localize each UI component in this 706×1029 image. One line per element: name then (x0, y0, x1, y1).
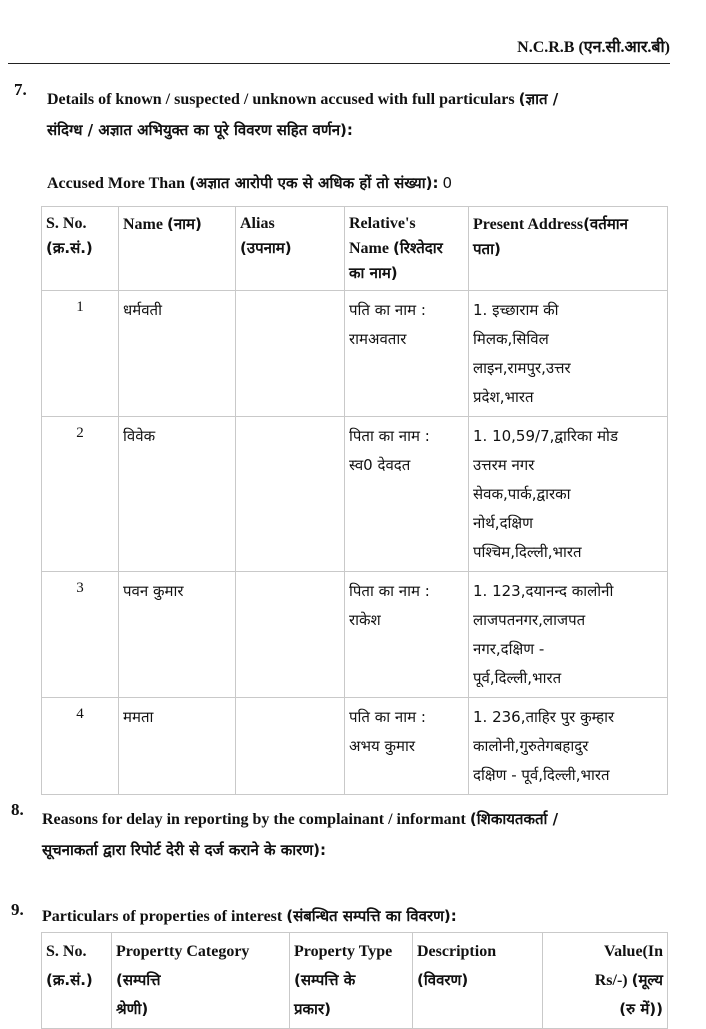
section-8-title (42, 804, 667, 866)
section-8-title-hi-2: सूचनाकर्ता द्वारा रिपोर्ट देरी से दर्ज कराने के कारण): (42, 841, 326, 859)
row-address: 1. 123,दयानन्द कालोनी लाजपतनगर,लाजपत नगर,दक्षिण - पूर्व,दिल्ली,भारत (469, 572, 668, 698)
agency-header: N.C.R.B (एन.सी.आर.बी) (517, 39, 670, 56)
col-property-value: Value(In Rs/-) (मूल्य (रु में)) (543, 933, 668, 1029)
accused-more-label-hi: (अज्ञात आरोपी एक से अधिक हों तो संख्या): (189, 174, 439, 192)
section-8-title-en: Reasons for delay in reporting by the complainant / informant (42, 811, 470, 828)
accused-table (41, 206, 668, 795)
row-name: धर्मवती (119, 291, 236, 417)
property-table (41, 932, 668, 1029)
col-property-description: Description (विवरण) (413, 933, 543, 1029)
row-name: पवन कुमार (119, 572, 236, 698)
section-9-number: 9. (11, 900, 24, 919)
section-8-number: 8. (11, 800, 24, 819)
col-sno: S. No. (क्र.सं.) (42, 207, 119, 291)
row-name: विवेक (119, 417, 236, 572)
section-7-number: 7. (14, 80, 27, 99)
row-name: ममता (119, 698, 236, 795)
col-address: Present Address(वर्तमान पता) (469, 207, 668, 291)
table-row (42, 417, 668, 572)
section-9-title-en: Particulars of properties of interest (42, 908, 287, 925)
col-property-type: Property Type (सम्पत्ति के प्रकार) (290, 933, 413, 1029)
row-address: 1. 236,ताहिर पुर कुम्हार कालोनी,गुरुतेगबहादुर दक्षिण - पूर्व,दिल्ली,भारत (469, 698, 668, 795)
row-alias (236, 572, 345, 698)
accused-more-label: Accused More Than (47, 175, 190, 192)
section-8-title-hi-1: (शिकायतकर्ता / (469, 810, 559, 828)
section-7-title-hi-1: (ज्ञात / (518, 90, 559, 108)
col-name: Name (नाम) (119, 207, 236, 291)
section-9-title-hi: (संबन्धित सम्पत्ति का विवरण): (286, 907, 457, 925)
section-7-title (47, 84, 667, 146)
row-relative: पिता का नाम : राकेश (345, 572, 469, 698)
table-row (42, 698, 668, 795)
col-property-category: Propertty Category (सम्पत्ति श्रेणी) (112, 933, 290, 1029)
row-alias (236, 291, 345, 417)
row-sno: 1 (42, 291, 119, 417)
row-relative: पिता का नाम : स्व0 देवदत (345, 417, 469, 572)
section-7-title-hi-2: संदिग्ध / अज्ञात अभियुक्त का पूरे विवरण सहित वर्णन): (47, 121, 353, 139)
col-property-sno: S. No. (क्र.सं.) (42, 933, 112, 1029)
row-sno: 2 (42, 417, 119, 572)
accused-more-value: 0 (442, 174, 452, 192)
row-address: 1. इच्छाराम की मिलक,सिविल लाइन,रामपुर,उत्तर प्रदेश,भारत (469, 291, 668, 417)
row-sno: 3 (42, 572, 119, 698)
accused-table-header (42, 207, 668, 291)
table-row (42, 291, 668, 417)
section-9-title (42, 901, 667, 932)
row-sno: 4 (42, 698, 119, 795)
col-relative: Relative's Name (रिश्तेदार का नाम) (345, 207, 469, 291)
col-alias: Alias (उपनाम) (236, 207, 345, 291)
row-alias (236, 417, 345, 572)
row-relative: पति का नाम : रामअवतार (345, 291, 469, 417)
table-row (42, 572, 668, 698)
row-address: 1. 10,59/7,द्वारिका मोड उत्तरम नगर सेवक,पार्क,द्वारका नोर्थ,दक्षिण पश्चिम,दिल्ली,भारत (469, 417, 668, 572)
row-alias (236, 698, 345, 795)
row-relative: पति का नाम : अभय कुमार (345, 698, 469, 795)
section-7-title-en: Details of known / suspected / unknown accused with full particulars (47, 91, 519, 108)
accused-more-than (47, 173, 452, 193)
header-divider (8, 63, 670, 64)
property-table-header (42, 933, 668, 1029)
